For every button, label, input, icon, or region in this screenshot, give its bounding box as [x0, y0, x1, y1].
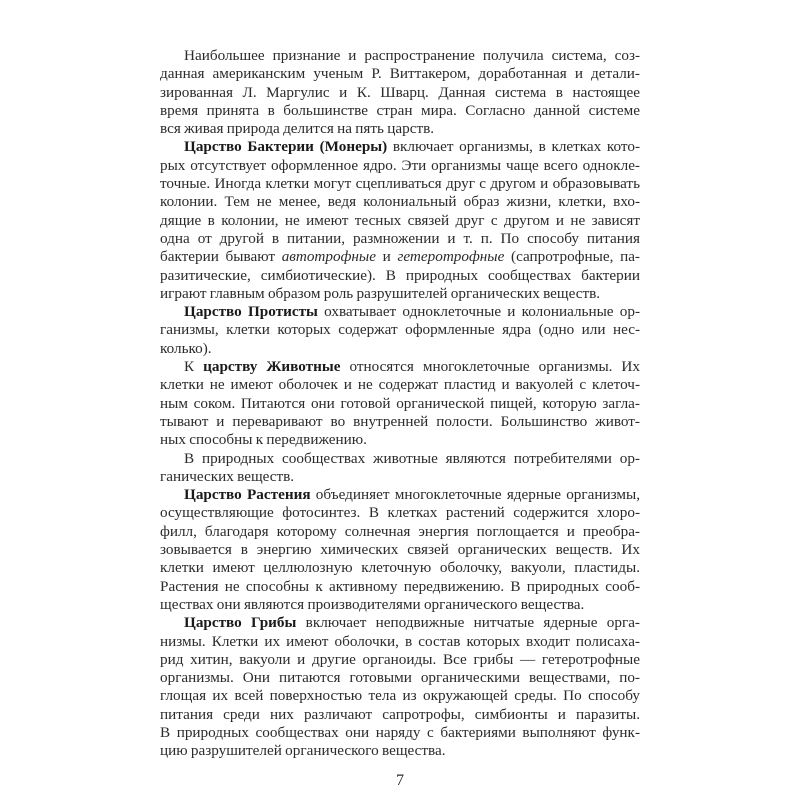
text-segment: охватывает одноклеточные и колониальные ор- — [317, 303, 641, 321]
text-segment: относятся многоклеточные организмы. Их — [340, 358, 640, 376]
text-line — [160, 193, 640, 211]
text-line — [160, 559, 640, 577]
text-line — [160, 285, 640, 303]
text-segment: (сапротрофные, па- — [504, 248, 640, 266]
text-line — [160, 175, 640, 193]
text-line — [160, 212, 640, 230]
text-line — [160, 321, 640, 339]
text-segment: Наибольшее признание и распространение получила система, соз- — [184, 47, 640, 64]
text-segment: Растения не способны к активному передвижению. В природных сооб- — [160, 577, 640, 595]
paragraph — [160, 358, 640, 449]
text-segment: ным соком. Питаются они готовой органической пищей, которую загла- — [160, 394, 640, 412]
bold-term: Царство Грибы — [184, 614, 297, 632]
text-segment: разитические, симбиотические). В природных сообществах бактерии — [160, 266, 640, 284]
italic-term: автотрофные — [281, 248, 376, 266]
text-line — [160, 486, 640, 504]
text-line — [160, 248, 640, 266]
text-line — [160, 523, 640, 541]
text-segment: глощая их всей поверхностью тела из окружающей среды. По способу — [160, 687, 640, 705]
text-segment: К — [184, 358, 204, 376]
text-line — [160, 84, 640, 102]
bold-term: Царство Бактерии (Монеры) — [184, 138, 388, 156]
text-segment: одна от другой в питании, размножении и т. п. По способу питания — [160, 229, 640, 247]
text-line — [160, 706, 640, 724]
paragraph — [160, 303, 640, 358]
text-segment: клетки не имеют оболочек и не содержат пластид и вакуолей с клеточ- — [160, 376, 640, 394]
text-segment: низмы. Клетки их имеют оболочки, в состав которых входит полисаха- — [160, 632, 640, 650]
text-line — [160, 395, 640, 413]
text-line — [160, 431, 640, 449]
text-segment: колонии. Тем не менее, ведя колониальный образ жизни, клетки, вхо- — [160, 193, 640, 211]
paragraph — [160, 138, 640, 303]
paragraph — [160, 450, 640, 487]
text-line — [160, 358, 640, 376]
text-line — [160, 102, 640, 120]
text-segment: филл, благодаря которому солнечная энергия поглощается и преобра- — [160, 522, 640, 540]
text-segment: включает неподвижные нитчатые ядерные орга- — [296, 614, 640, 632]
text-segment: ществах они являются производителями органического вещества. — [160, 595, 585, 613]
text-line — [160, 468, 640, 486]
text-segment: клетки имеют целлюлозную клеточную оболочку, вакуоли, пластиды. — [160, 559, 640, 577]
text-line — [160, 687, 640, 705]
page-number: 7 — [396, 771, 404, 789]
text-line — [160, 47, 640, 65]
text-segment: точные. Иногда клетки могут сцепливаться друг с другом и образовывать — [160, 175, 640, 193]
text-line — [160, 230, 640, 248]
text-segment: ных способны к передвижению. — [160, 431, 367, 449]
text-segment: дящие в колонии, не имеют тесных связей друг с другом и не зависят — [160, 211, 640, 229]
text-segment: цию разрушителей органического вещества. — [160, 742, 446, 760]
text-segment: питания среди них различают сапротрофы, симбионты и паразиты. — [160, 705, 640, 723]
text-segment: В природных сообществах они наряду с бактериями выполняют функ- — [160, 723, 640, 741]
text-line — [160, 541, 640, 559]
text-segment: организмы. Они питаются готовыми органическими веществами, по- — [160, 669, 640, 687]
text-segment: колько). — [160, 339, 212, 357]
bold-term: Царство Растения — [184, 486, 311, 504]
text-line — [160, 303, 640, 321]
text-segment: рид хитин, вакуоли и другие органоиды. Все грибы — гетеротрофные — [160, 650, 640, 668]
paragraph — [160, 614, 640, 760]
text-segment: зированная Л. Маргулис и К. Шварц. Данная система в настоящее — [160, 83, 640, 101]
text-segment: бактерии бывают — [160, 248, 282, 266]
text-line — [160, 614, 640, 632]
text-line — [160, 450, 640, 468]
text-line — [160, 724, 640, 742]
text-line — [160, 651, 640, 669]
text-segment: осуществляющие фотосинтез. В клетках растений содержится хлоро- — [160, 504, 640, 522]
text-segment: В природных сообществах животные являются потребителями ор- — [184, 449, 640, 467]
text-segment: ганических веществ. — [160, 467, 295, 485]
text-line — [160, 633, 640, 651]
text-line — [160, 376, 640, 394]
text-line — [160, 504, 640, 522]
text-segment: объединяет многоклеточные ядерные организмы, — [310, 486, 641, 504]
document-body — [160, 47, 640, 761]
text-line — [160, 413, 640, 431]
text-line — [160, 157, 640, 175]
text-line — [160, 669, 640, 687]
text-segment: включает организмы, в клетках кото- — [387, 138, 640, 156]
text-line — [160, 596, 640, 614]
text-line — [160, 65, 640, 83]
text-segment: вся живая природа делится на пять царств. — [160, 120, 435, 138]
text-line — [160, 742, 640, 760]
text-segment: рых отсутствует оформленное ядро. Эти организмы чаще всего однокле- — [160, 156, 640, 174]
paragraph — [160, 486, 640, 614]
bold-term: Царство Протисты — [184, 303, 318, 321]
paragraph — [160, 47, 640, 138]
text-segment: данная американским ученым Р. Виттакером, доработанная и детали- — [160, 65, 640, 83]
text-segment: играют главным образом роль разрушителей органических веществ. — [160, 284, 601, 302]
text-line — [160, 340, 640, 358]
text-segment: тывают и переваривают во внутренней полости. Большинство живот- — [160, 412, 640, 430]
text-line — [160, 120, 640, 138]
bold-term: царству Животные — [203, 358, 341, 376]
text-line — [160, 267, 640, 285]
text-line — [160, 578, 640, 596]
italic-term: гетеротрофные — [397, 248, 505, 266]
text-line — [160, 138, 640, 156]
text-segment: ганизмы, клетки которых содержат оформленные ядра (одно или нес- — [160, 321, 640, 339]
text-segment: зовывается в энергию химических связей органических веществ. Их — [160, 541, 640, 559]
text-segment: и — [375, 248, 398, 266]
text-segment: время принята в большинстве стран мира. Согласно данной системе — [160, 101, 640, 119]
